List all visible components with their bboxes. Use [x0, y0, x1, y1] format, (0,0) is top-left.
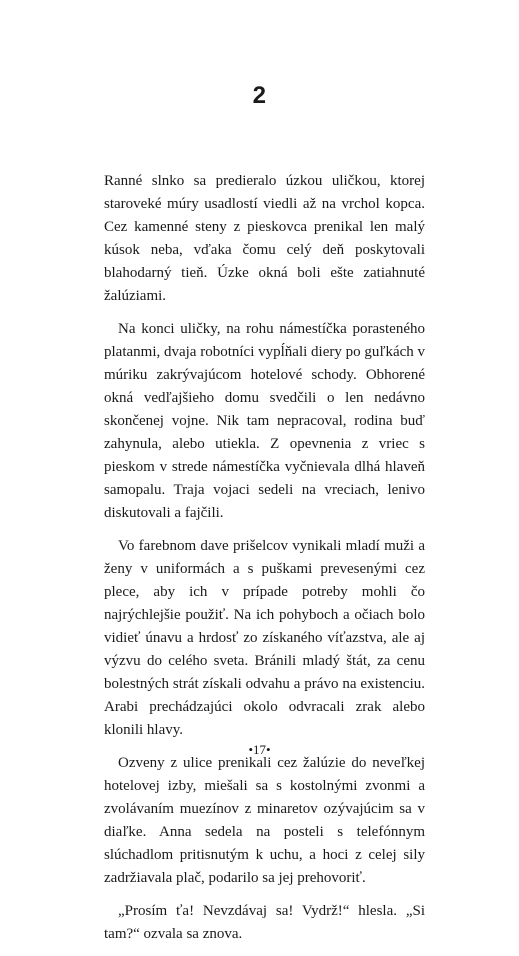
paragraph: Ozveny z ulice prenikali cez žalúzie do neveľkej hotelovej izby, miešali sa s kostolnými zvonmi a zvolávaním muezínov z minaretov ozývajúcim sa v diaľke. Anna sedela na posteli s telefónnym slúchadlom pritisnutým k uchu, a hoci z celej sily zadržiavala plač, podarilo sa jej prehovoriť.	[104, 755, 425, 886]
chapter-number: 2	[252, 82, 267, 109]
paragraph: Ranné slnko sa predieralo úzkou uličkou, ktorej staroveké múry usadlostí viedli až na vrchol kopca. Cez kamenné steny z pieskovca prenikal len malý kúsok neba, vďaka čomu celý deň poskytovali blahodarný tieň. Úzke okná boli ešte zatiahnuté žalúziami.	[104, 173, 425, 304]
paragraph: „Prosím ťa! Nevzdávaj sa! Vydrž!“ hlesla. „Si tam?“ ozvala sa znova.	[104, 903, 425, 942]
page-number: •17•	[248, 742, 271, 757]
paragraph: Vo farebnom dave prišelcov vynikali mladí muži a ženy v uniformách a s puškami prevesenými cez plece, aby ich v prípade potreby mohli čo najrýchlejšie použiť. Na ich pohyboch a očiach bolo vidieť únavu a hrdosť zo získaného víťazstva, ale aj výzvu do celého sveta. Bránili mladý štát, za cenu bolestných strát získali odvahu a právo na existenciu. Arabi prechádzajúci okolo odvracali zrak alebo klonili hlavy.	[104, 538, 425, 738]
paragraph: Na konci uličky, na rohu námestíčka porasteného platanmi, dvaja robotníci vypĺňali diery po guľkách v múriku zakrývajúcom hotelové schody. Obhorené okná vedľajšieho domu svedčili o len nedávno skončenej vojne. Nik tam nepracoval, rodina buď zahynula, alebo utiekla. Z opevnenia z vriec s pieskom v strede námestíčka vyčnievala dlhá hlaveň samopalu. Traja vojaci sedeli na vreciach, lenivo diskutovali a fajčili.	[104, 321, 426, 521]
chapter-text	[104, 170, 425, 956]
